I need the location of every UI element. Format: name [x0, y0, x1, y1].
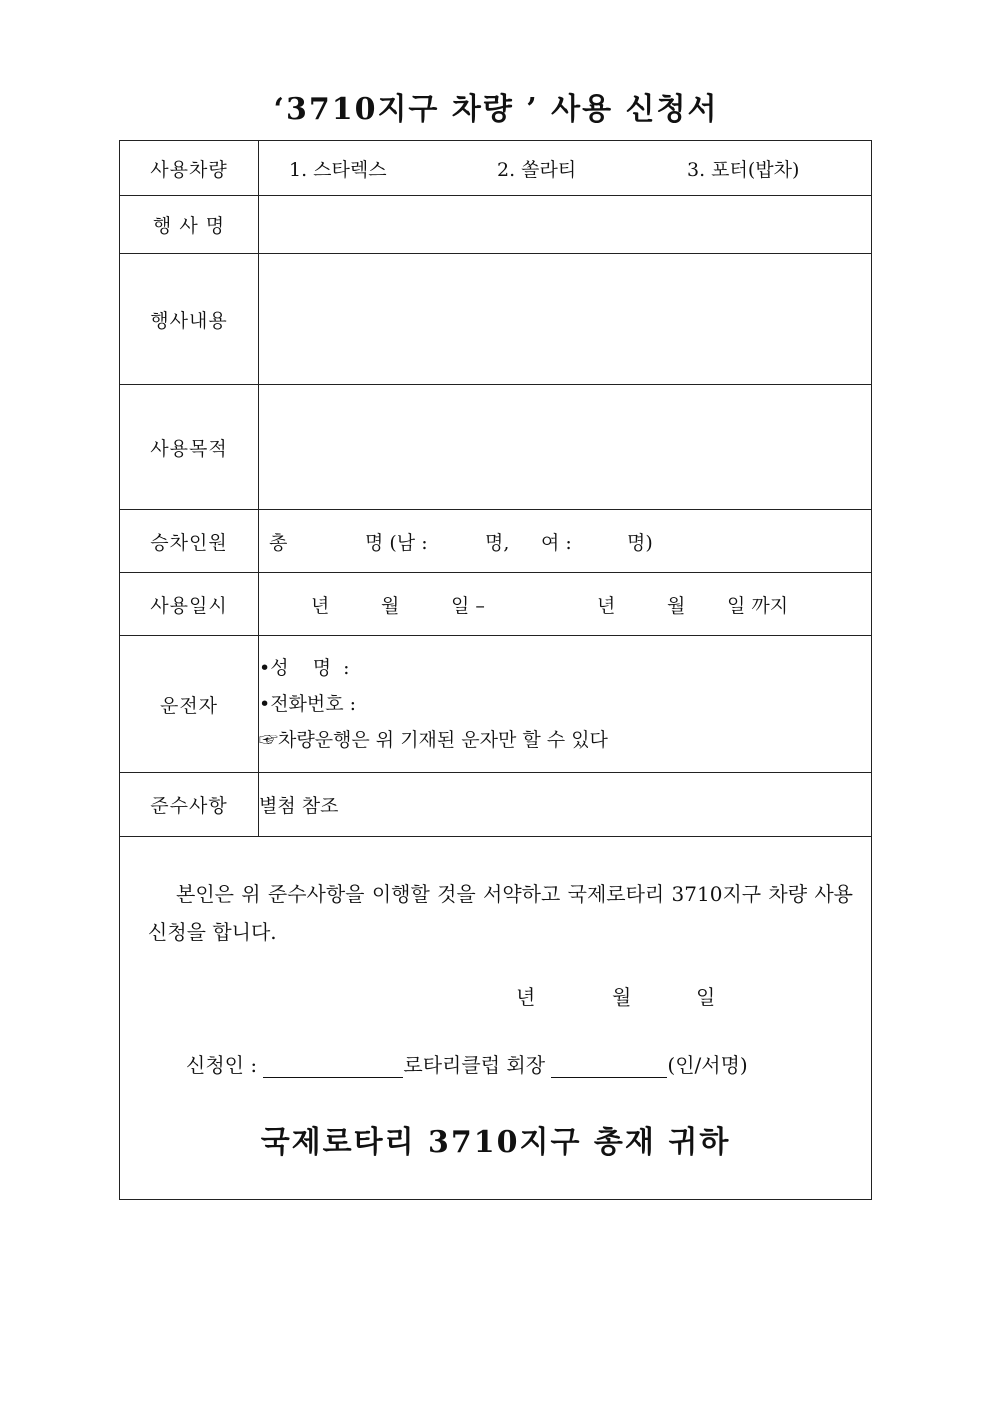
datetime-year1: 년 — [311, 594, 330, 617]
row-event-name — [120, 196, 872, 254]
passengers-total: 총 — [269, 531, 288, 554]
signature-blank[interactable] — [551, 1055, 667, 1078]
label-vehicle: 사용차량 — [120, 141, 259, 196]
passengers-female: 여 : — [541, 531, 572, 554]
event-content-field[interactable] — [259, 254, 872, 385]
passengers-male-unit: 명, — [485, 531, 510, 554]
row-signature — [120, 837, 872, 1200]
sign-date-year: 년 — [516, 985, 536, 1009]
datetime-year2: 년 — [597, 594, 616, 617]
sign-date[interactable] — [516, 981, 715, 1010]
datetime-day2: 일 까지 — [727, 594, 789, 617]
label-compliance: 준수사항 — [120, 773, 259, 837]
label-datetime: 사용일시 — [120, 573, 259, 636]
vehicle-option-3[interactable]: 3. 포터(밥차) — [687, 158, 800, 181]
label-purpose: 사용목적 — [120, 385, 259, 510]
datetime-month1: 월 — [381, 594, 400, 617]
sign-date-month: 월 — [612, 985, 632, 1009]
driver-name-line: •성 명 : — [259, 657, 350, 679]
driver-notice: ☞차량운행은 위 기재된 운자만 할 수 있다 — [259, 729, 608, 751]
vehicle-option-1[interactable]: 1. 스타렉스 — [289, 158, 387, 181]
driver-phone-line: •전화번호 : — [259, 693, 357, 715]
sign-label: (인/서명) — [667, 1053, 748, 1077]
passengers-field[interactable] — [259, 510, 872, 573]
label-event-name: 행 사 명 — [120, 196, 259, 254]
event-name-field[interactable] — [259, 196, 872, 254]
driver-field[interactable] — [259, 636, 872, 773]
club-name-blank[interactable] — [263, 1055, 403, 1078]
addressee: 국제로타리 3710지구 총재 귀하 — [260, 1125, 731, 1160]
row-datetime — [120, 573, 872, 636]
row-purpose — [120, 385, 872, 510]
club-president-label: 로타리클럽 회장 — [403, 1053, 546, 1077]
row-passengers — [120, 510, 872, 573]
label-event-content: 행사내용 — [120, 254, 259, 385]
applicant-line — [186, 1049, 748, 1078]
row-vehicle — [120, 141, 872, 196]
label-driver: 운전자 — [120, 636, 259, 773]
row-compliance — [120, 773, 872, 837]
label-passengers: 승차인원 — [120, 510, 259, 573]
pledge-text: 본인은 위 준수사항을 이행할 것을 서약하고 국제로타리 3710지구 차량 사용신청을 합니다. — [148, 882, 853, 944]
vehicle-options — [259, 141, 872, 196]
applicant-prefix: 신청인 : — [186, 1053, 258, 1077]
purpose-field[interactable] — [259, 385, 872, 510]
datetime-month2: 월 — [667, 594, 686, 617]
signature-section — [120, 837, 872, 1200]
datetime-day1: 일 – — [451, 594, 485, 617]
datetime-field[interactable] — [259, 573, 872, 636]
vehicle-option-2[interactable]: 2. 쏠라티 — [497, 158, 577, 181]
passengers-count-unit: 명 (남 : — [365, 531, 428, 554]
passengers-female-unit: 명) — [627, 531, 653, 554]
sign-date-day: 일 — [696, 985, 716, 1009]
compliance-value: 별첨 참조 — [259, 773, 872, 837]
application-form-table — [119, 140, 872, 1200]
row-driver — [120, 636, 872, 773]
form-title: ‘3710지구 차량 ’ 사용 신청서 — [273, 92, 719, 127]
row-event-content — [120, 254, 872, 385]
